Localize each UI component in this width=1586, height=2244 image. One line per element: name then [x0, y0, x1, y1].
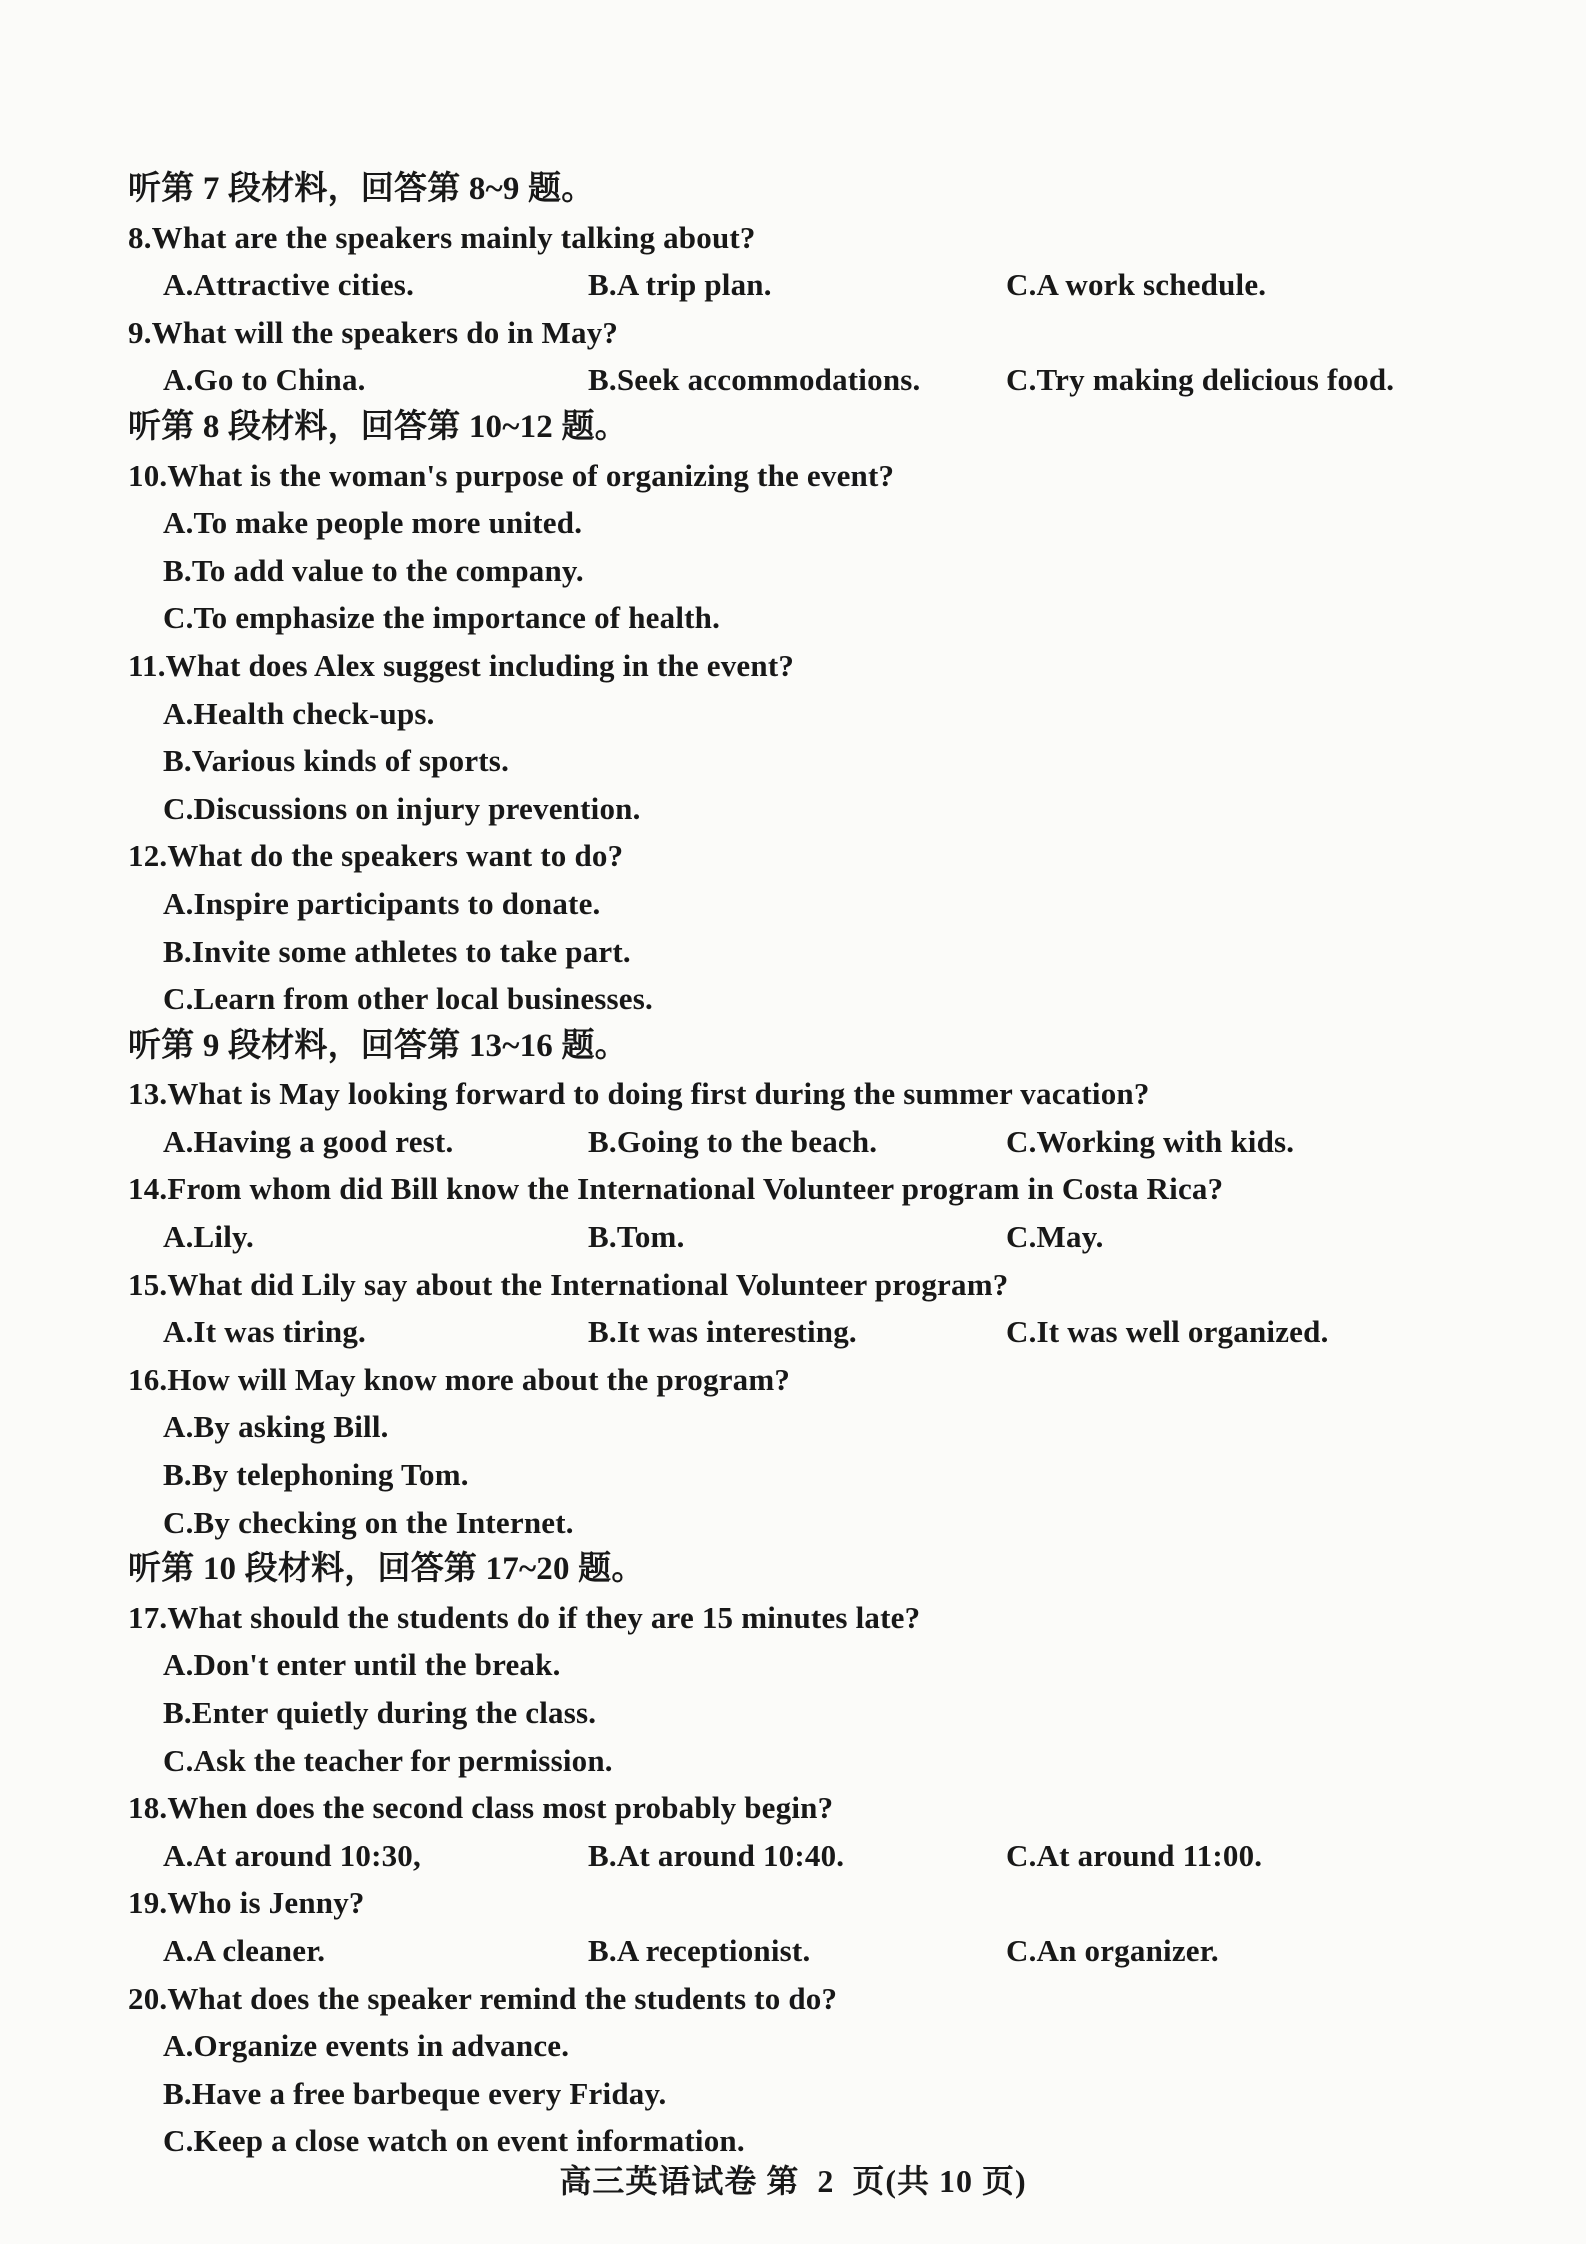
option-c: C.Working with kids.	[1006, 1123, 1295, 1159]
option-b: B.Seek accommodations.	[588, 362, 921, 398]
option: A.To make people more united.	[163, 505, 583, 541]
option-b: B.At around 10:40.	[588, 1837, 845, 1873]
option: C.Ask the teacher for permission.	[163, 1742, 613, 1778]
option-b: B.A receptionist.	[588, 1932, 811, 1968]
option: B.Invite some athletes to take part.	[163, 933, 631, 969]
option: A.By asking Bill.	[163, 1409, 389, 1445]
section-header: 听第 9 段材料，回答第 13~16 题。	[128, 1027, 628, 1064]
option: B.Enter quietly during the class.	[163, 1695, 597, 1730]
option-b: B.A trip plan.	[588, 267, 772, 303]
question-text: 12.What do the speakers want to do?	[128, 838, 624, 874]
option: B.Various kinds of sports.	[163, 743, 510, 779]
question-text: 9.What will the speakers do in May?	[128, 314, 619, 350]
option: A.Organize events in advance.	[163, 2028, 570, 2064]
section-header: 听第 10 段材料，回答第 17~20 题。	[128, 1551, 645, 1588]
question-text: 15.What did Lily say about the International Volunteer program?	[128, 1266, 1009, 1302]
option: C.Keep a close watch on event information.	[163, 2123, 745, 2159]
option-c: C.May.	[1006, 1219, 1104, 1255]
page-footer: 高三英语试卷 第 2 页(共 10 页)	[559, 2163, 1027, 2199]
question-text: 17.What should the students do if they are 15 minutes late?	[128, 1599, 921, 1635]
options-row	[128, 261, 1488, 309]
options-row	[128, 1118, 1488, 1166]
options-row	[128, 356, 1488, 404]
section-header: 听第 8 段材料，回答第 10~12 题。	[128, 408, 628, 445]
option: C.To emphasize the importance of health.	[163, 600, 721, 636]
question-text: 13.What is May looking forward to doing first during the summer vacation?	[128, 1076, 1150, 1112]
option: B.To add value to the company.	[163, 552, 584, 588]
question-text: 8.What are the speakers mainly talking about?	[128, 219, 756, 255]
question-text: 10.What is the woman's purpose of organizing the event?	[128, 457, 895, 493]
option: A.Don't enter until the break.	[163, 1647, 561, 1683]
option: A.Inspire participants to donate.	[163, 885, 601, 921]
option-c: C.An organizer.	[1006, 1932, 1219, 1968]
option-c: C.A work schedule.	[1006, 267, 1267, 303]
option-a: A.Having a good rest.	[163, 1123, 454, 1159]
section-header: 听第 7 段材料，回答第 8~9 题。	[128, 171, 595, 207]
exam-page-content	[128, 166, 1488, 2165]
option: C.Learn from other local businesses.	[163, 981, 653, 1017]
question-text: 18.When does the second class most probably begin?	[128, 1790, 834, 1826]
option: C.Discussions on injury prevention.	[163, 790, 641, 826]
options-row	[128, 1213, 1488, 1261]
option-c: C.Try making delicious food.	[1006, 362, 1395, 398]
option-a: A.Attractive cities.	[163, 267, 415, 303]
option-a: A.Lily.	[163, 1219, 254, 1255]
option-a: A.It was tiring.	[163, 1314, 366, 1350]
question-text: 19.Who is Jenny?	[128, 1885, 365, 1921]
option-b: B.Tom.	[588, 1219, 685, 1255]
option-b: B.Going to the beach.	[588, 1123, 878, 1159]
option: B.By telephoning Tom.	[163, 1457, 469, 1493]
option-a: A.At around 10:30,	[163, 1837, 421, 1873]
question-text: 14.From whom did Bill know the International Volunteer program in Costa Rica?	[128, 1171, 1224, 1207]
option-a: A.Go to China.	[163, 362, 366, 398]
question-text: 16.How will May know more about the program?	[128, 1361, 791, 1397]
question-text: 20.What does the speaker remind the students to do?	[128, 1980, 838, 2016]
option: C.By checking on the Internet.	[163, 1504, 574, 1540]
question-text: 11.What does Alex suggest including in the event?	[128, 647, 795, 683]
option: A.Health check-ups.	[163, 695, 435, 731]
option-c: C.It was well organized.	[1006, 1314, 1329, 1350]
option-c: C.At around 11:00.	[1006, 1837, 1263, 1873]
options-row	[128, 1927, 1488, 1975]
options-row	[128, 1308, 1488, 1356]
options-row	[128, 1832, 1488, 1880]
option-a: A.A cleaner.	[163, 1932, 326, 1968]
option: B.Have a free barbeque every Friday.	[163, 2075, 667, 2111]
option-b: B.It was interesting.	[588, 1314, 857, 1350]
